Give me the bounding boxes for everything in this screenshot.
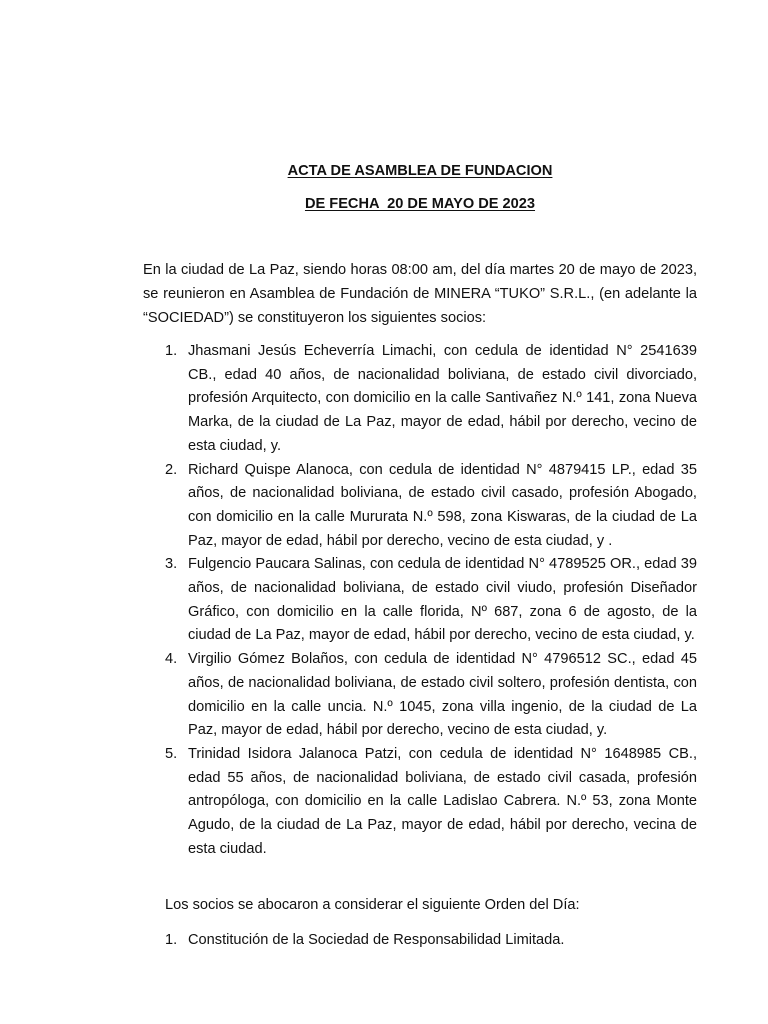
list-item-text: Trinidad Isidora Jalanoca Patzi, con cedula de identidad N° 1648985 CB., edad 55 años, de nacionalidad boliviana, de estado civil casada, profesión antropóloga, con domicilio en la calle Ladislao Cabrera. N.º 53, zona Monte Agudo, de la ciudad de La Paz, mayor de edad, hábil por derecho, vecina de esta ciudad. (188, 745, 697, 857)
list-item-number: 2. (165, 461, 178, 478)
intro-paragraph: En la ciudad de La Paz, siendo horas 08:00 am, del día martes 20 de mayo de 2023, se reunieron en Asamblea de Fundación de MINERA “TUKO” S.R.L., (en adelante la “SOCIEDAD”) se constituyeron los siguientes socios: (143, 262, 697, 326)
list-item-number: 5. (165, 745, 178, 762)
list-item (165, 459, 697, 554)
list-item-number: 4. (165, 651, 178, 668)
list-item-number: 1. (165, 932, 178, 948)
list-item-number: 1. (165, 343, 178, 359)
document-title: ACTA DE ASAMBLEA DE FUNDACION (287, 163, 553, 179)
list-item (165, 340, 697, 459)
list-item-text: Richard Quispe Alanoca, con cedula de identidad N° 4879415 LP., edad 35 años, de nacionalidad boliviana, de estado civil casado, profesión Abogado, con domicilio en la calle Mururata N.º 598, zona Kiswaras, de la ciudad de La Paz, mayor de edad, hábil por derecho, vecino de esta ciudad, y . (188, 461, 697, 549)
list-item (165, 743, 697, 862)
agenda-intro: Los socios se abocaron a considerar el siguiente Orden del Día: (165, 897, 580, 913)
agenda-list (165, 929, 697, 953)
list-item-number: 3. (165, 556, 178, 573)
list-item (165, 648, 697, 743)
list-item (165, 553, 697, 648)
members-list (165, 340, 697, 861)
list-item-text: Fulgencio Paucara Salinas, con cedula de identidad N° 4789525 OR., edad 39 años, de nacionalidad boliviana, de estado civil viudo, profesión Diseñador Gráfico, con domicilio en la calle florida, Nº 687, zona 6 de agosto, de la ciudad de La Paz, mayor de edad, hábil por derecho, vecino de esta ciudad, y. (188, 556, 697, 644)
list-item-text: Virgilio Gómez Bolaños, con cedula de identidad N° 4796512 SC., edad 45 años, de nacionalidad boliviana, de estado civil soltero, profesión dentista, con domicilio en la calle uncia. N.º 1045, zona villa ingenio, de la ciudad de La Paz, mayor de edad, hábil por derecho, vecino de esta ciudad, y. (188, 651, 697, 739)
document-date-title: DE FECHA 20 DE MAYO DE 2023 (304, 196, 536, 212)
list-item-text: Constitución de la Sociedad de Responsabilidad Limitada. (188, 932, 565, 948)
list-item (165, 929, 697, 953)
list-item-text: Jhasmani Jesús Echeverría Limachi, con cedula de identidad N° 2541639 CB., edad 40 años, de nacionalidad boliviana, de estado civil divorciado, profesión Arquitecto, con domicilio en la calle Santivañez N.º 141, zona Nueva Marka, de la ciudad de La Paz, mayor de edad, hábil por derecho, vecino de esta ciudad, y. (188, 343, 697, 454)
